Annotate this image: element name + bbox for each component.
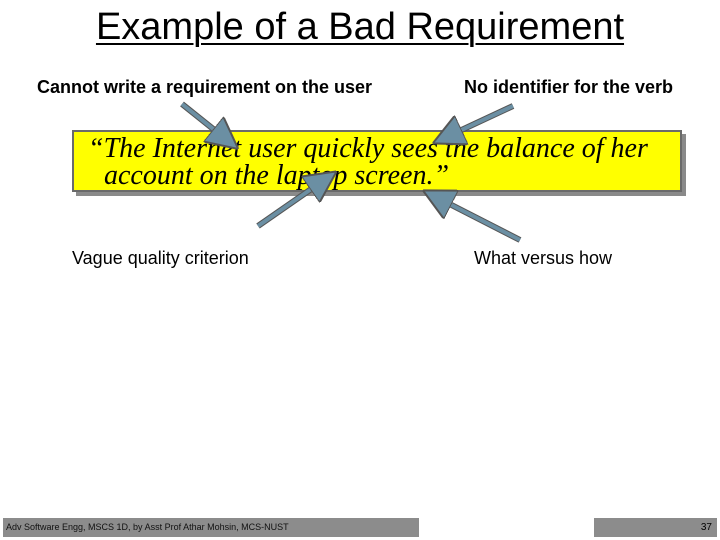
footer-text: Adv Software Engg, MSCS 1D, by Asst Prof Athar Mohsin, MCS-NUST (6, 522, 289, 532)
quote-line-2: account on the laptop screen.” (104, 160, 450, 191)
annotation-user: Cannot write a requirement on the user (37, 77, 373, 97)
page-number: 37 (700, 522, 712, 533)
annotation-verb: No identifier for the verb (464, 77, 674, 97)
annotation-quality: Vague quality criterion (72, 248, 249, 268)
annotation-what-how: What versus how (474, 248, 613, 268)
quote-line-1: “The Internet user quickly sees the balance of her (88, 133, 648, 164)
slide-title: Example of a Bad Requirement (95, 6, 625, 48)
